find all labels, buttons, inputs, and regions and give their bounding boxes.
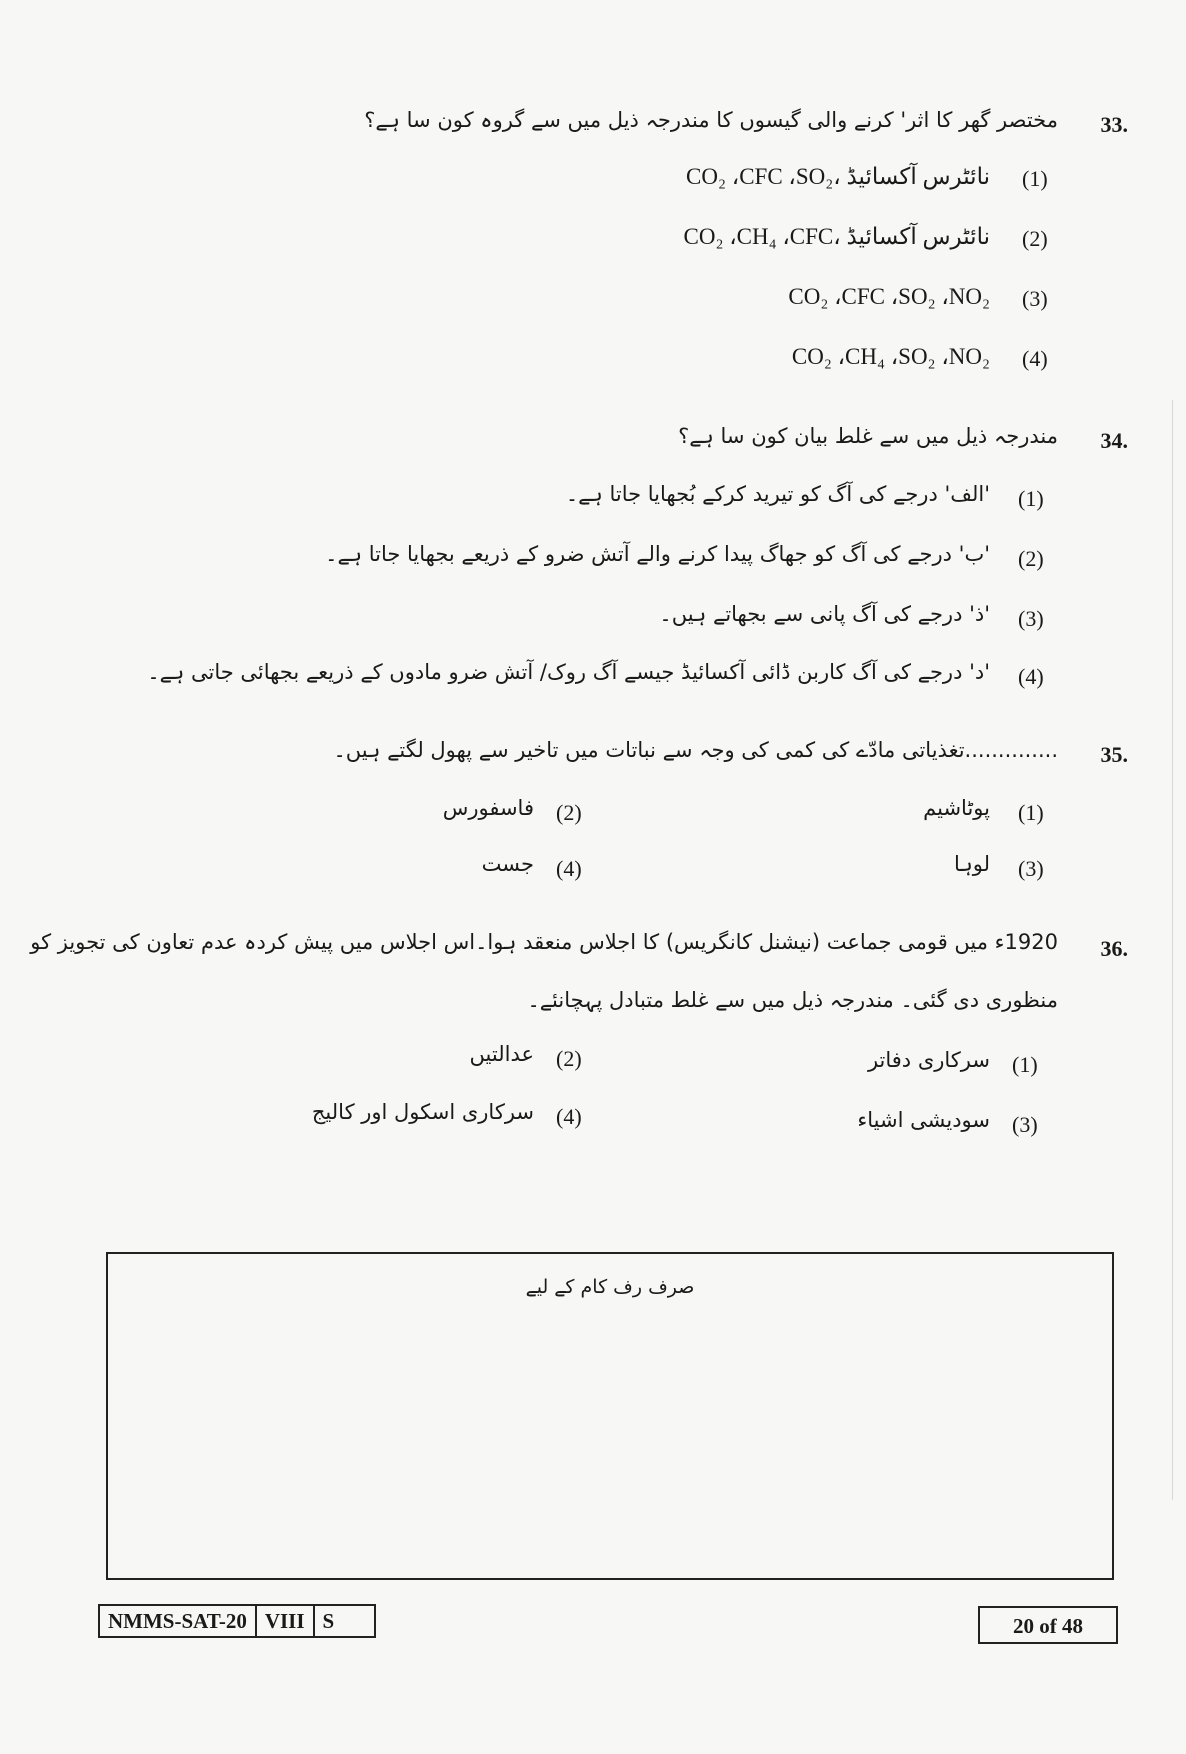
footer-exam-code xyxy=(98,1604,376,1638)
question-33-number: 33. xyxy=(1100,112,1128,137)
q33-option-3-text: CO₂ ،CFC ،SO₂ ،NO₂ xyxy=(788,284,990,309)
question-35-number: 35. xyxy=(1100,742,1128,767)
q35-option-4-text: جست xyxy=(481,852,534,876)
q33-option-2-text: CO₂ ،CH₄ ،CFC، نائٹرس آکسائیڈ xyxy=(683,224,990,249)
rough-work-box xyxy=(106,1252,1114,1580)
q33-option-1-number: (1) xyxy=(1022,166,1048,191)
question-36-text-line-2: منظوری دی گئی۔ مندرجہ ذیل میں سے غلط متبادل پہچانئے۔ xyxy=(527,988,1058,1012)
q34-option-1-text: 'الف' درجے کی آگ کو تیرید کرکے بُجھایا جاتا ہے۔ xyxy=(565,482,990,506)
question-35-text: ..............تغذیاتی مادّے کی کمی کی وجہ سے نباتات میں تاخیر سے پھول لگتے ہیں۔ xyxy=(333,738,1058,762)
question-33-text: مختصر گھر کا اثر' کرنے والی گیسوں کا مندرجہ ذیل میں سے گروہ کون سا ہے؟ xyxy=(364,108,1058,132)
q36-option-4-text: سرکاری اسکول اور کالیج xyxy=(311,1100,534,1124)
q34-option-3-text: 'ذ' درجے کی آگ پانی سے بجھاتے ہیں۔ xyxy=(659,602,990,626)
question-36-number: 36. xyxy=(1100,936,1128,961)
q34-option-3-number: (3) xyxy=(1018,606,1044,631)
q36-option-1-text: سرکاری دفاتر xyxy=(867,1048,990,1072)
q34-option-2-text: 'ب' درجے کی آگ کو جھاگ پیدا کرنے والے آتش ضرو کے ذریعے بجھایا جاتا ہے۔ xyxy=(325,542,990,566)
q33-option-4-number: (4) xyxy=(1022,346,1048,371)
footer-class: VIII xyxy=(257,1606,315,1636)
q33-option-2-number: (2) xyxy=(1022,226,1048,251)
q36-option-3-number: (3) xyxy=(1012,1112,1038,1137)
q34-option-2-number: (2) xyxy=(1018,546,1044,571)
q36-option-2-number: (2) xyxy=(556,1046,582,1071)
footer-code: NMMS-SAT-20 xyxy=(100,1606,257,1636)
question-34-number: 34. xyxy=(1100,428,1128,453)
q33-option-4-text: CO₂ ،CH₄ ،SO₂ ،NO₂ xyxy=(791,344,990,369)
question-36-text-line-1: 1920ء میں قومی جماعت (نیشنل کانگریس) کا اجلاس منعقد ہوا۔اس اجلاس میں پیش کردہ عدم تعاون کی تجویز کو xyxy=(30,930,1058,954)
q33-option-1-text: CO₂ ،CFC ،SO₂، نائٹرس آکسائیڈ xyxy=(686,164,990,189)
q36-option-4-number: (4) xyxy=(556,1104,582,1129)
q35-option-1-number: (1) xyxy=(1018,800,1044,825)
footer-page-number: 20 of 48 xyxy=(978,1606,1118,1644)
question-34-text: مندرجہ ذیل میں سے غلط بیان کون سا ہے؟ xyxy=(678,424,1058,448)
q34-option-1-number: (1) xyxy=(1018,486,1044,511)
q33-option-3-number: (3) xyxy=(1022,286,1048,311)
q34-option-4-number: (4) xyxy=(1018,664,1044,689)
scan-edge-line xyxy=(1172,400,1173,1500)
q35-option-2-text: فاسفورس xyxy=(442,796,534,820)
q35-option-3-number: (3) xyxy=(1018,856,1044,881)
q36-option-3-text: سودیشی اشیاء xyxy=(857,1108,990,1132)
q36-option-1-number: (1) xyxy=(1012,1052,1038,1077)
footer-set: S xyxy=(322,1609,335,1633)
q36-option-2-text: عدالتیں xyxy=(469,1042,534,1066)
q35-option-2-number: (2) xyxy=(556,800,582,825)
q35-option-1-text: پوٹاشیم xyxy=(923,796,990,820)
q35-option-3-text: لوہا xyxy=(954,852,990,876)
rough-work-label: صرف رف کام کے لیے xyxy=(525,1276,695,1298)
q34-option-4-text: 'د' درجے کی آگ کاربن ڈائی آکسائیڈ جیسے آگ روک/ آتش ضرو مادوں کے ذریعے بجھائی جاتی ہے۔ xyxy=(147,660,990,684)
q35-option-4-number: (4) xyxy=(556,856,582,881)
